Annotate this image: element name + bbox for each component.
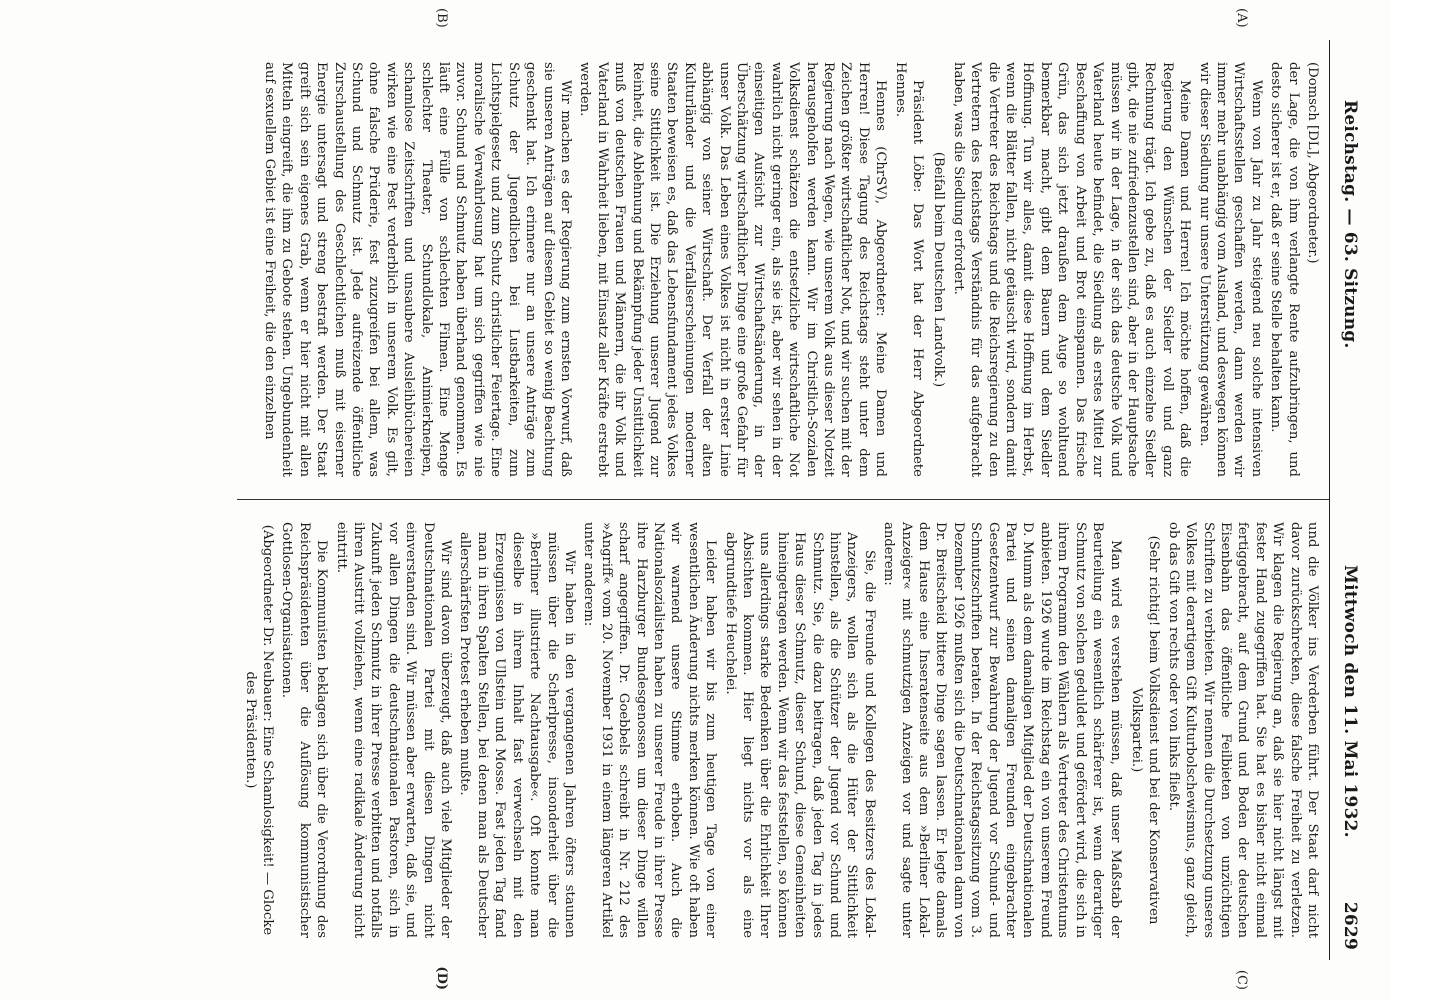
- page-number: 2629: [1340, 901, 1360, 950]
- header-session: Reichstag. — 63. Sitzung.: [1340, 100, 1360, 349]
- interjection: (Beifall beim Deutschen Landvolk.): [931, 151, 947, 388]
- interjection: (Abgeordneter Dr. Neubauer: Eine Schamlosigkeit! — Glocke des Präsidenten.): [242, 524, 276, 936]
- paragraph: Hennes (ChrSV), Abgeordneter: Meine Damen und Herren! Diese Tagung des Reichstags steht unter dem Zeichen größter wirtschaftlicher Not, und wir suchen mit der Regierung nach Wegen, wie unserem Volk aus dieser Notzeit herausgeholfen werden kann. Wir im Christlich-Sozialen Volksdienst schätzen die entsetzliche wirtschaftliche Not wahrlich nicht geringer ein, als sie ist, aber wir sehen in der einseitigen Aufsicht zur Wirtschaftsänderung, in der Überschätzung wirtschaftlicher Dinge eine große Gefahr für unser Volk. Das Leben eines Volkes ist nicht in erster Linie abhängig von seiner Wirtschaft. Der Verfall der alten Kulturländer und die Verfallserscheinungen moderner Staaten beweisen es, daß das Lebensfundament jedes Volkes seine Sittlichkeit ist. Die Erziehung unserer Jugend zur Reinheit, die Ablehnung und Bekämpfung jeder Unsittlichkeit muß von deutschen Frauen und Männern, die ihr Volk und Vaterland in Wahrheit lieben, mit Einsatz aller Kräfte erstrebt werden.: [577, 62, 889, 477]
- paragraph: der Lage, die von ihm verlangte Rente aufzubringen, und desto sicherer ist er, daß er seine Stelle behalten kann.: [1268, 62, 1301, 477]
- margin-marker-a: (A): [1234, 8, 1249, 28]
- page-header: [1334, 40, 1360, 960]
- paragraph: Wir sind davon überzeugt, daß auch viele Mitglieder der Deutschnationalen Partei mit diesen Dingen nicht einverstanden sind. Wir müssen aber erwarten, daß sie, und vor allen Dingen die deutschnationalen Pastoren, sich in Zukunft jeden Schmutz in ihrer Presse verbitten und notfalls ihren Austritt vollziehen, wenn eine radikale Änderung nicht eintritt.: [333, 522, 454, 938]
- interjection: (Sehr richtig! beim Volksdienst und bei der Konservativen Volkspartei.): [1128, 535, 1162, 925]
- quotation: Wir haben in den vergangenen Jahren öfters staunen müssen über die Scherlpresse, insonderheit über die »Berliner illustrierte Nachtausgabe«. Oft konnte man dieselbe in ihrem Inhalt fast verwechseln mit den Erzeugnissen von Ullstein und Mosse. Fast jeden Tag fand man in ihren Spalten Stellen, bei denen man als Deutscher allerschärfsten Protest erheben mußte.: [457, 532, 577, 938]
- paragraph: Die Kommunisten beklagen sich über die Verordnung des Reichspräsidenten über die Auflösung kommunistischer Gottlosen-Organisationen.: [279, 522, 330, 938]
- paragraph: und die Völker ins Verderben führt. Der Staat darf nicht davor zurückschrecken, diese falsche Freiheit zu verletzen. Wir klagen die Regierung an, daß sie hier nicht längst mit fester Hand zugegriffen hat. Sie hat es bisher nicht einmal fertiggebracht, auf dem Grund und Boden der deutschen Eisenbahn das öffentliche Feilbieten von unzüchtigen Schriften zu verbieten. Wir nennen die Durchsetzung unseres Volkes mit derartigem Gift Kulturbolschewismus, ganz gleich, ob das Gift von rechts oder von links fließt.: [1165, 522, 1320, 938]
- margin-marker-d: (D): [434, 966, 449, 990]
- paragraph: (Domsch [DL], Abgeordneter.): [1305, 62, 1320, 264]
- margin-marker-b: (B): [434, 8, 449, 28]
- paragraph: Leider haben wir bis zum heutigen Tage von einer wesentlichen Änderung nichts merken können. Wie oft haben wir warnend unsere Stimme erhoben. Auch die Nationalsozialisten haben zu unserer Freude in ihrer Presse ihre Harzburger Bundesgenossen um dieser Dinge willen scharf angegriffen. Dr. Goebbels schreibt in Nr. 212 des »Angriff« vom 20. November 1931 in einem längeren Artikel unter anderem:: [581, 522, 719, 938]
- margin-marker-c: (C): [1234, 969, 1249, 990]
- paragraph: Präsident Löbe: Das Wort hat der Herr Abgeordnete Hennes.: [892, 62, 926, 477]
- right-column: [237, 500, 1329, 960]
- quotation: Sie, die Freunde und Kollegen des Besitzers des Lokal-Anzeigers, wollen sich als die Hüter der Sittlichkeit hinstellen, als die Schützer der Jugend vor Schund und Schmutz. Sie, die dazu beitragen, daß jeden Tag in jedes Haus dieser Schmutz, dieser Schund, diese Gemeinheiten hineingetragen werden. Wenn wir das feststellen, so können uns allerdings starke Bedenken über die Ehrlichkeit Ihrer Absichten kommen. Hier liegt nichts vor als eine abgrundtiefe Heuchelei.: [722, 532, 877, 938]
- left-column: [237, 40, 1329, 500]
- header-date: Mittwoch den 11. Mai 1932.: [1340, 565, 1360, 838]
- paragraph: Meine Damen und Herren! Ich möchte hoffen, daß die Regierung den Wünschen der Siedler voll und ganz Rechnung trägt. Ich gebe zu, daß es auch einzelne Siedler gibt, die nie zufriedenzustellen sind, aber in der Hauptsache müssen wir in der Lage, in der sich das deutsche Volk und Vaterland heute befindet, die Siedlung als erstes Mittel zur Beschaffung von Arbeit und Brot einspannen. Das frische Grün, das sich jetzt draußen dem Auge so wohltuend bemerkbar macht, gibt dem Bauern und dem Siedler Hoffnung. Tun wir alles, damit diese Hoffnung im Herbst, wenn die Blätter fallen, nicht getäuscht wird, sondern damit die Vertreter des Reichstags und die Reichsregierung zu den Vertretern des Reichstags Verständnis für das aufgebracht haben, was die Siedlung erfordert.: [950, 62, 1193, 477]
- paragraph: Wenn von Jahr zu Jahr steigend neu solche intensiven Wirtschaftsstellen geschaffen werden, dann werden wir immer mehr unabhängig vom Ausland, und deswegen können wir dieser Siedlung nur unsere Unterstützung gewähren.: [1196, 62, 1264, 477]
- paragraph: Wir machen es der Regierung zum ernsten Vorwurf, daß sie unseren Anträgen auf diesem Gebiet so wenig Beachtung geschenkt hat. Ich erinnere nur an unsere Anträge zum Schutz der Jugendlichen bei Lustbarkeiten, zum Lichtspielgesetz und zum Schutz christlicher Feiertage. Eine moralische Verwahrlosung hat um sich gegriffen wie nie zuvor. Schund und Schmutz haben überhand genommen. Es läuft eine Fülle von schlechten Filmen. Eine Menge schlechter Theater, Schundlokale, Animierkneipen, schamlose Zeitschriften und unsaubere Ausleihbüchereien wirken wie eine Pest verderblich in unserem Volk. Es gilt, ohne falsche Prüderie, fest zuzugreifen bei allem, was Schund und Schmutz ist. Jede aufreizende öffentliche Zurschaustellung des Geschlechtlichen muß mit eiserner Energie untersagt und streng bestraft werden. Der Staat greift sich sein eigenes Grab, wenn er hier nicht mit allen Mitteln eingreift, die ihm zu Gebote stehen. Ungebundenheit auf sexuellem Gebiet ist eine Freiheit, die den einzelnen: [262, 62, 573, 477]
- digitization-note: [1406, 0, 1434, 1000]
- text-columns: [237, 8, 1330, 990]
- paragraph: Man wird es verstehen müssen, daß unser Maßstab der Beurteilung ein wesentlich schärferer ist, wenn derartiger Schmutz von solchen geduldet und gefördert wird, die sich in ihrem Programm den Wählern als Vertreter des Christentums anbieten. 1926 wurde im Reichstag ein von unserem Freund D. Mumm als dem damaligen Mitglied der Deutschnationalen Partei und seinen damaligen Freunden eingebrachter Gesetzentwurf zur Bewahrung der Jugend vor Schund- und Schmutzschriften beraten. In der Reichstagssitzung vom 3. Dezember 1926 mußten sich die Deutschnationalen dann von Dr. Breitscheid bittere Dinge sagen lassen. Er legte damals dem Hause eine Inseratenseite aus dem »Berliner Lokal-Anzeiger« mit schmutzigen Anzeigen vor und sagte unter anderem:: [881, 522, 1123, 938]
